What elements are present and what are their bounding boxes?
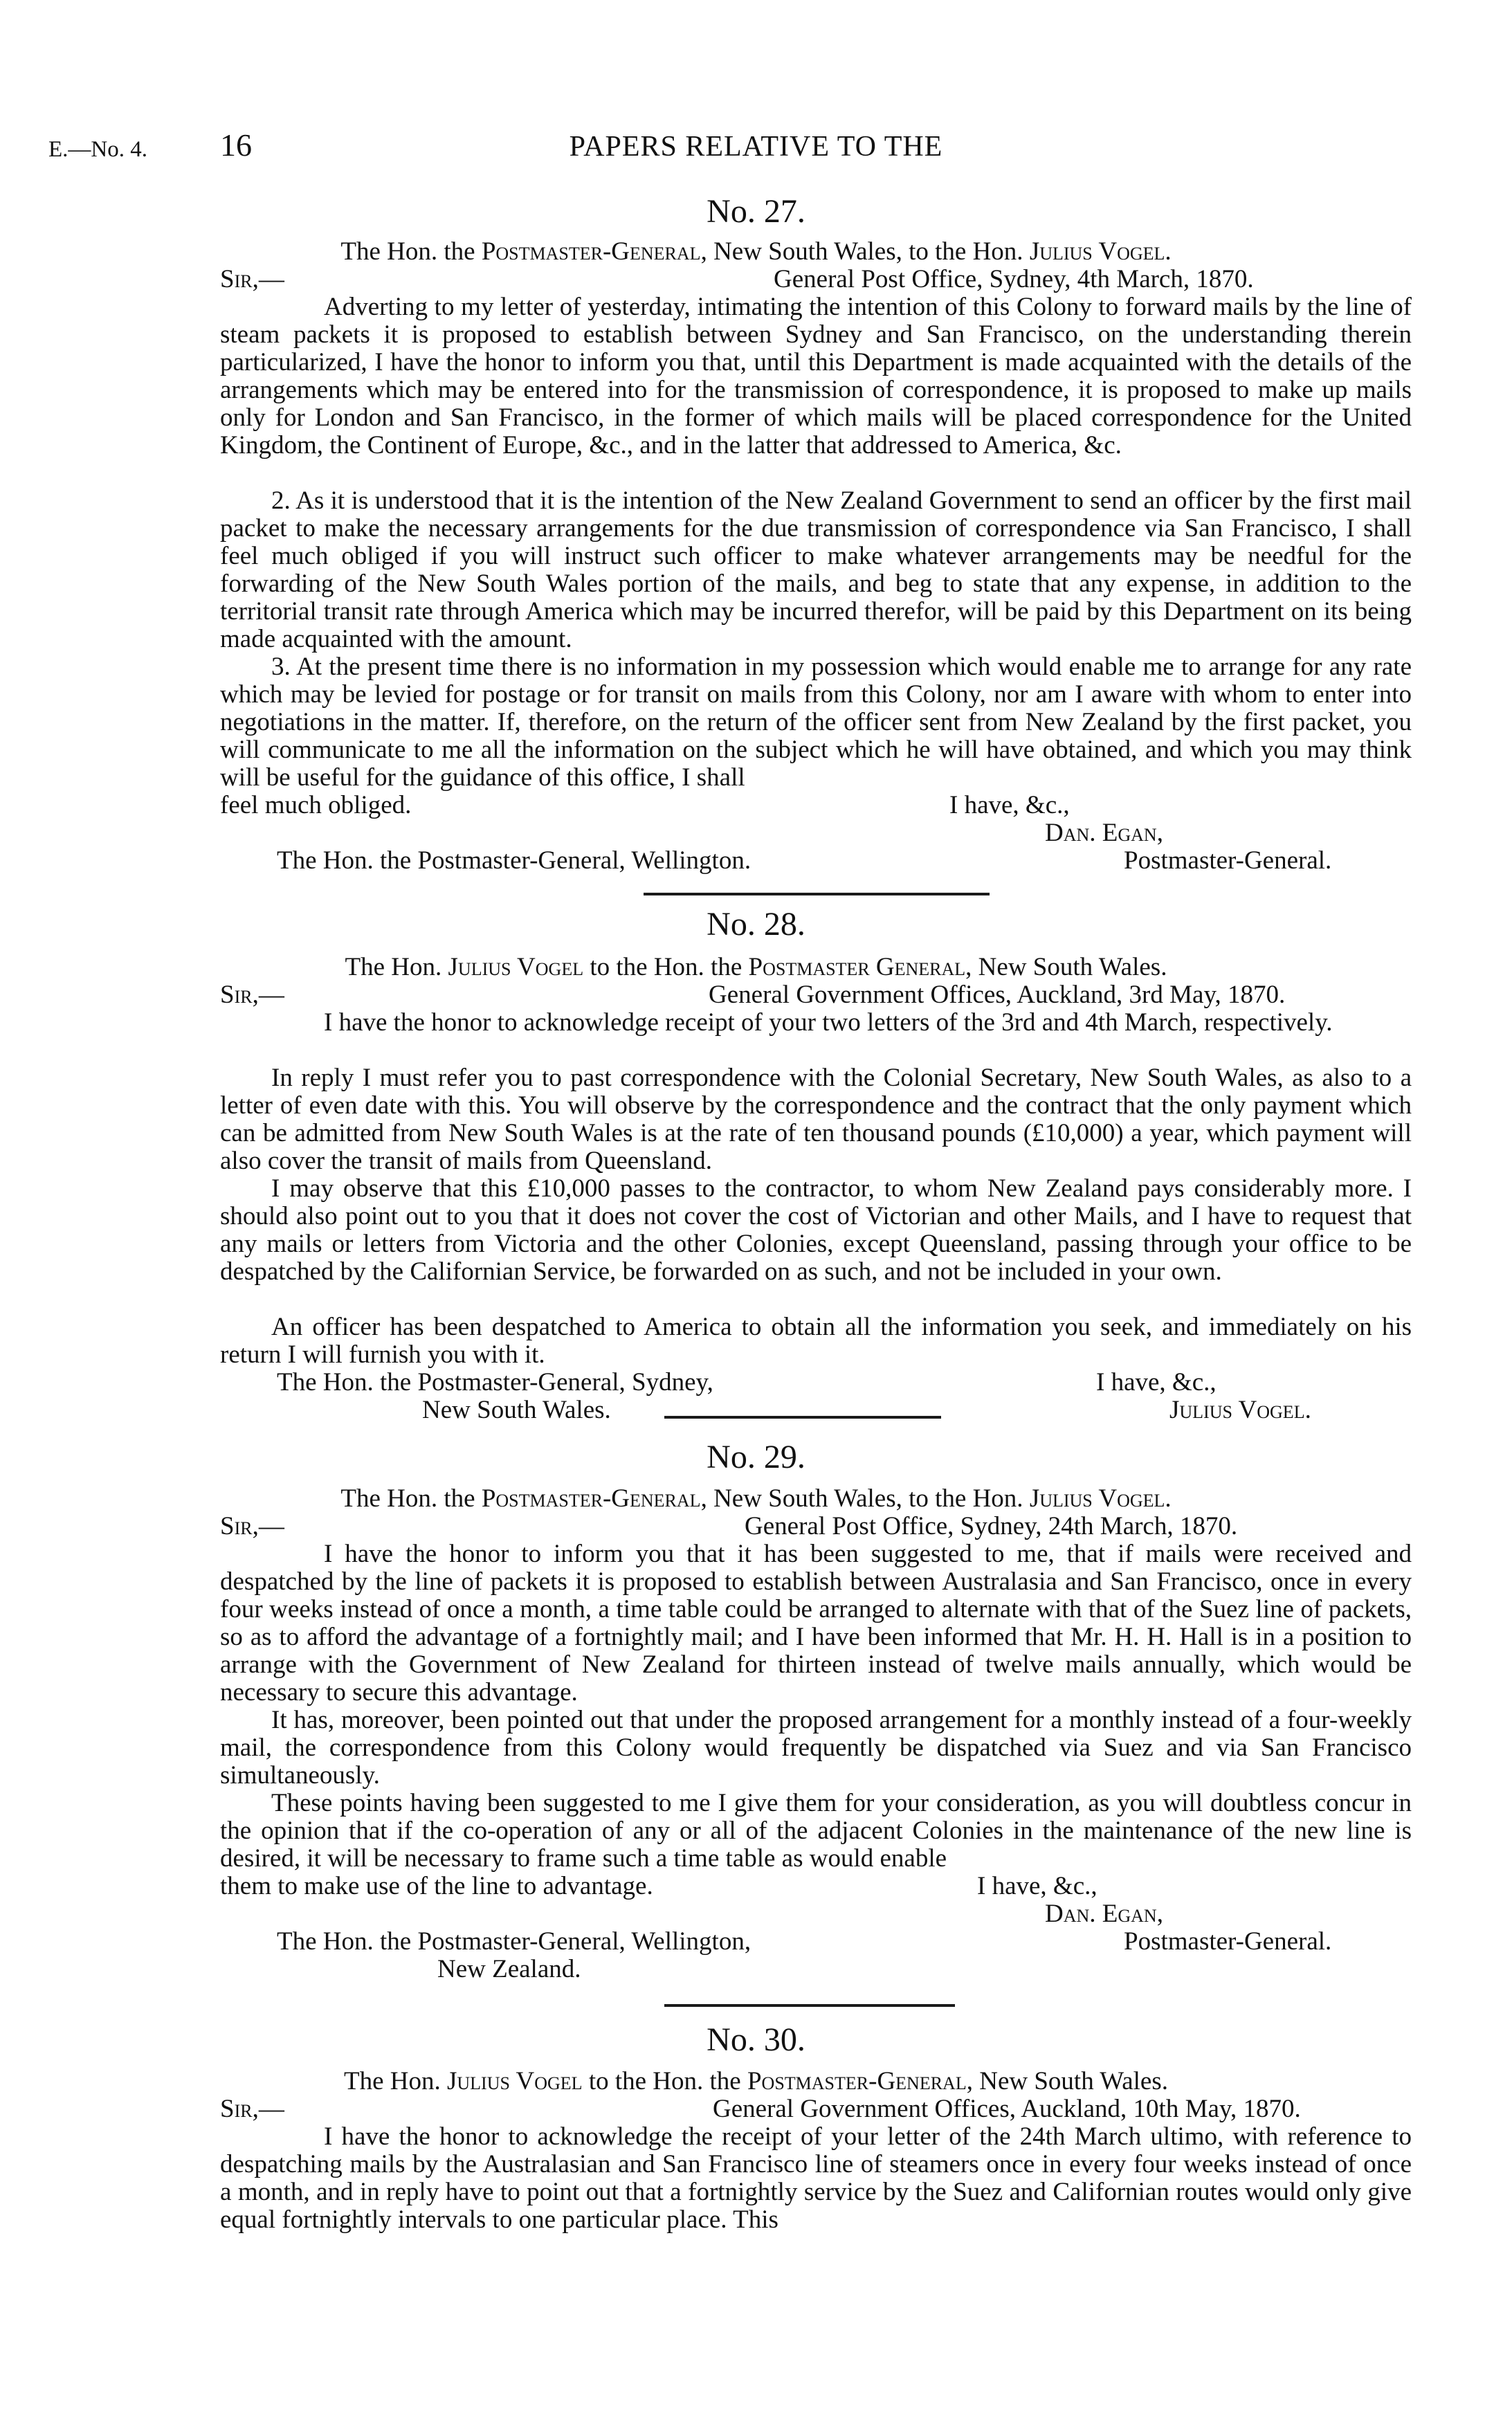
letter-30-number: No. 30. (707, 2021, 805, 2058)
letter-27-paragraph-1: Adverting to my letter of yesterday, intimating the intention of this Colony to forward mails by the line of steam packets it is proposed to establish between Sydney and San Francisco, on the understanding therein particularized, I have the honor to inform you that, until this Department is made acquainted with the details of the arrangements which may be entered into for the transmission of correspondence, it is proposed to make up mails only for London and San Francisco, in the former of which mails will be placed correspondence for the United Kingdom, the Continent of Europe, &c., and in the latter that addressed to America, &c. (220, 293, 1412, 460)
page-number: 16 (220, 127, 252, 163)
letter-29-from-to: The Hon. the Postmaster-General, New South Wales, to the Hon. Julius Vogel. (340, 1484, 1172, 1513)
letter-30-from-to: The Hon. Julius Vogel to the Hon. the Postmaster-General, New South Wales. (343, 2067, 1169, 2095)
letter-28-salutation: Sir,— (220, 981, 284, 1009)
letter-27-paragraph-2: 2. As it is understood that it is the intention of the New Zealand Government to send an officer by the first mail packet to make the necessary arrangements for the due transmission of correspondence via San Francisco, I shall feel much obliged if you will instruct such officer to make whatever arrangements may be needful for the forwarding of the New South Wales portion of the mails, and beg to state that any expense, in addition to the territorial transit rate through America which may be incurred therefor, will be paid by this Department on its being made acquainted with the amount. (220, 486, 1412, 653)
letter-28-paragraph-4: An officer has been despatched to America to obtain all the information you seek, and immediately on his return I will furnish you with it. (220, 1313, 1412, 1369)
letter-29-addressee-line-2: New Zealand. (437, 1955, 581, 1983)
letter-28-number: No. 28. (707, 906, 805, 943)
letter-29-salutation: Sir,— (220, 1512, 284, 1540)
section-divider (664, 1416, 941, 1419)
section-divider (644, 893, 990, 895)
letter-27-signer: Dan. Egan, (1045, 819, 1163, 847)
letter-27-address-date: General Post Office, Sydney, 4th March, 1870. (774, 265, 1254, 293)
letter-27-closing-line: feel much obliged. (220, 791, 412, 819)
letter-27-addressee: The Hon. the Postmaster-General, Wellington. (277, 846, 752, 875)
letter-28-from-to: The Hon. Julius Vogel to the Hon. the Postmaster General, New South Wales. (345, 953, 1167, 981)
letter-30-salutation: Sir,— (220, 2095, 284, 2123)
letter-27-paragraph-3: 3. At the present time there is no information in my possession which would enable me to arrange for any rate which may be levied for postage or for transit on mails from this Colony, nor am I aware with whom to enter into negotiations in the matter. If, therefore, on the return of the officer sent from New Zealand by the first packet, you will communicate to me all the information on the subject which he will have obtained, and which you may think will be useful for the guidance of this office, I shall (220, 653, 1412, 792)
letter-29-number: No. 29. (707, 1439, 805, 1475)
section-divider (664, 2004, 955, 2007)
letter-28-addressee-line-1: The Hon. the Postmaster-General, Sydney, (277, 1368, 713, 1396)
letter-27-closing: I have, &c., (949, 791, 1070, 819)
letter-30-address-date: General Government Offices, Auckland, 10th May, 1870. (713, 2095, 1301, 2123)
series-reference: E.—No. 4. (48, 137, 147, 162)
letter-27-number: No. 27. (707, 193, 805, 230)
letter-29-signer: Dan. Egan, (1045, 1900, 1163, 1928)
letter-27-signer-title: Postmaster-General. (1124, 846, 1332, 875)
letter-28-paragraph-3: I may observe that this £10,000 passes to the contractor, to whom New Zealand pays considerably more. I should also point out to you that it does not cover the cost of Victorian and other Mails, and I have to request that any mails or letters from Victoria and the other Colonies, except Queensland, passing through your office to be despatched by the Californian Service, be forwarded on as such, and not be included in your own. (220, 1174, 1412, 1286)
letter-29-paragraph-2: It has, moreover, been pointed out that under the proposed arrangement for a monthly instead of a four-weekly mail, the correspondence from this Colony would frequently be dispatched via Suez and via San Francisco simultaneously. (220, 1706, 1412, 1790)
letter-27-salutation: Sir,— (220, 265, 284, 293)
letter-27-from-to: The Hon. the Postmaster-General, New South Wales, to the Hon. Julius Vogel. (340, 237, 1172, 266)
letter-28-address-date: General Government Offices, Auckland, 3rd May, 1870. (709, 981, 1286, 1009)
letter-30-paragraph-1: I have the honor to acknowledge the receipt of your letter of the 24th March ultimo, with reference to despatching mails by the Australasian and San Francisco line of steamers once in every four weeks instead of once a month, and in reply have to point out that a fortnightly service by the Suez and Californian routes would only give equal fortnightly intervals to one particular place. This (220, 2122, 1412, 2234)
letter-29-signer-title: Postmaster-General. (1124, 1927, 1332, 1956)
letter-29-addressee-line-1: The Hon. the Postmaster-General, Wellington, (277, 1927, 752, 1956)
letter-29-paragraph-3: These points having been suggested to me I give them for your consideration, as you will doubtless concur in the opinion that if the co-operation of any or all of the adjacent Colonies in the maintenance of the new line is desired, it will be necessary to frame such a time table as would enable (220, 1789, 1412, 1873)
letter-28-paragraph-1: I have the honor to acknowledge receipt of your two letters of the 3rd and 4th March, respectively. (324, 1008, 1333, 1037)
letter-29-paragraph-1: I have the honor to inform you that it has been suggested to me, that if mails were received and despatched by the line of packets it is proposed to establish between Australasia and San Francisco, once in every four weeks instead of once a month, a time table could be arranged to alternate with that of the Suez line of packets, so as to afford the advantage of a fortnightly mail; and I have been informed that Mr. H. H. Hall is in a position to arrange with the Government of New Zealand for thirteen instead of twelve mails annually, which would be necessary to secure this advantage. (220, 1540, 1412, 1707)
letter-28-paragraph-2: In reply I must refer you to past correspondence with the Colonial Secretary, New South Wales, as also to a letter of even date with this. You will observe by the correspondence and the contract that the only payment which can be admitted from New South Wales is at the rate of ten thousand pounds (£10,000) a year, which payment will also cover the transit of mails from Queensland. (220, 1064, 1412, 1175)
letter-28-closing: I have, &c., (1096, 1368, 1217, 1396)
letter-29-closing-line: them to make use of the line to advantage. (220, 1872, 653, 1900)
letter-29-address-date: General Post Office, Sydney, 24th March, 1870. (745, 1512, 1238, 1540)
letter-29-closing: I have, &c., (977, 1872, 1097, 1900)
running-title: PAPERS RELATIVE TO THE (569, 131, 943, 163)
letter-28-addressee-line-2: New South Wales. (422, 1396, 611, 1424)
letter-28-signer: Julius Vogel. (1169, 1396, 1311, 1424)
